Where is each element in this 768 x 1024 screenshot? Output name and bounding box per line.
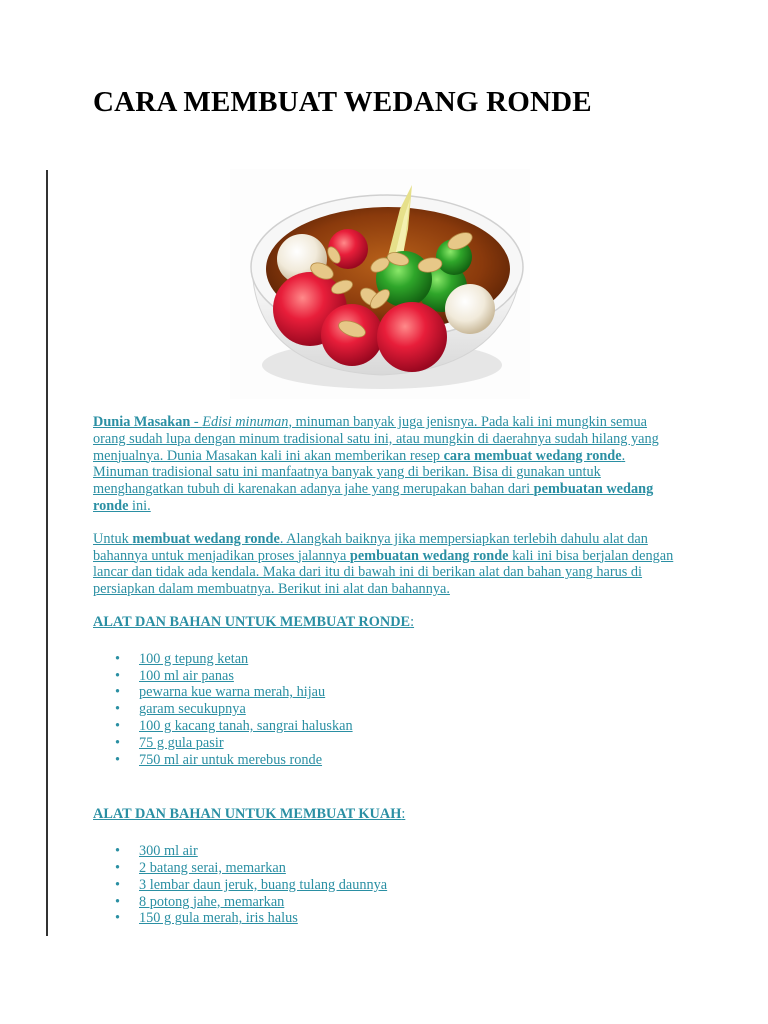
list-item[interactable]: • 8 potong jahe, memarkan bbox=[115, 893, 285, 910]
site-link[interactable]: Dunia Masakan - Edisi minuman bbox=[93, 414, 289, 430]
keyword-link[interactable]: cara membuat wedang ronde bbox=[443, 447, 622, 464]
keyword-link[interactable]: pembuatan wedang ronde bbox=[93, 481, 654, 514]
ronde-ingredient-list bbox=[93, 651, 683, 769]
section-heading-ronde[interactable]: ALAT DAN BAHAN UNTUK MEMBUAT RONDE: bbox=[93, 613, 415, 630]
section-heading-kuah[interactable]: ALAT DAN BAHAN UNTUK MEMBUAT KUAH: bbox=[93, 806, 406, 823]
list-item[interactable]: • 100 g kacang tanah, sangrai haluskan bbox=[115, 717, 353, 734]
bullet-icon: • bbox=[115, 701, 121, 718]
wedang-ronde-photo bbox=[230, 169, 530, 399]
intro-paragraph: Dunia Masakan - Edisi minuman, minuman banyak juga jenisnya. Pada kali ini mungkin semua orang sudah lupa dengan minum tradisional satu ini, atau mungkin di daerahnya sudah hilang yang menjualnya. Dunia Masakan kali ini akan memberikan resep cara membuat wedang ronde. Minuman tradisional satu ini manfaatnya banyak yang di berikan. Bisa di gunakan untuk menghangatkan tubuh di karenakan adanya jahe yang merupakan bahan dari pembuatan wedang ronde ini. bbox=[93, 414, 659, 514]
list-item[interactable]: • 75 g gula pasir bbox=[115, 734, 224, 751]
list-item[interactable]: • 2 batang serai, memarkan bbox=[115, 859, 286, 876]
bullet-icon: • bbox=[115, 717, 121, 734]
margin-bar bbox=[46, 170, 48, 936]
bullet-icon: • bbox=[115, 751, 121, 768]
article-body bbox=[93, 414, 683, 927]
bullet-icon: • bbox=[115, 843, 121, 860]
list-item[interactable]: • garam secukupnya bbox=[115, 701, 246, 718]
spacer bbox=[93, 768, 683, 806]
bullet-icon: • bbox=[115, 910, 121, 927]
list-item[interactable]: • 300 ml air bbox=[115, 843, 198, 860]
page-title: CARA MEMBUAT WEDANG RONDE bbox=[93, 86, 592, 118]
list-item[interactable]: • 3 lembar daun jeruk, buang tulang daunnya bbox=[115, 876, 388, 893]
bullet-icon: • bbox=[115, 650, 121, 667]
bullet-icon: • bbox=[115, 859, 121, 876]
bullet-icon: • bbox=[115, 684, 121, 701]
bullet-icon: • bbox=[115, 893, 121, 910]
list-item[interactable]: • 750 ml air untuk merebus ronde bbox=[115, 751, 323, 768]
list-item[interactable]: • pewarna kue warna merah, hijau bbox=[115, 684, 326, 701]
kuah-ingredient-list bbox=[93, 843, 683, 927]
list-item[interactable]: • 150 g gula merah, iris halus bbox=[115, 910, 298, 927]
keyword-link[interactable]: pembuatan wedang ronde bbox=[349, 547, 509, 564]
prep-paragraph: Untuk membuat wedang ronde. Alangkah baiknya jika mempersiapkan terlebih dahulu alat dan bahannya untuk menjadikan proses jalannya pembuatan wedang ronde kali ini bisa berjalan dengan lancar dan tidak ada kendala. Maka dari itu di bawah ini di berikan alat dan bahan yang harus di persiapkan dalam membuatnya. Berikut ini alat dan bahannya. bbox=[93, 530, 674, 598]
bullet-icon: • bbox=[115, 734, 121, 751]
list-item[interactable]: • 100 g tepung ketan bbox=[115, 650, 249, 667]
bullet-icon: • bbox=[115, 876, 121, 893]
keyword-link[interactable]: membuat wedang ronde bbox=[132, 530, 280, 547]
bullet-icon: • bbox=[115, 667, 121, 684]
list-item[interactable]: • 100 ml air panas bbox=[115, 667, 234, 684]
